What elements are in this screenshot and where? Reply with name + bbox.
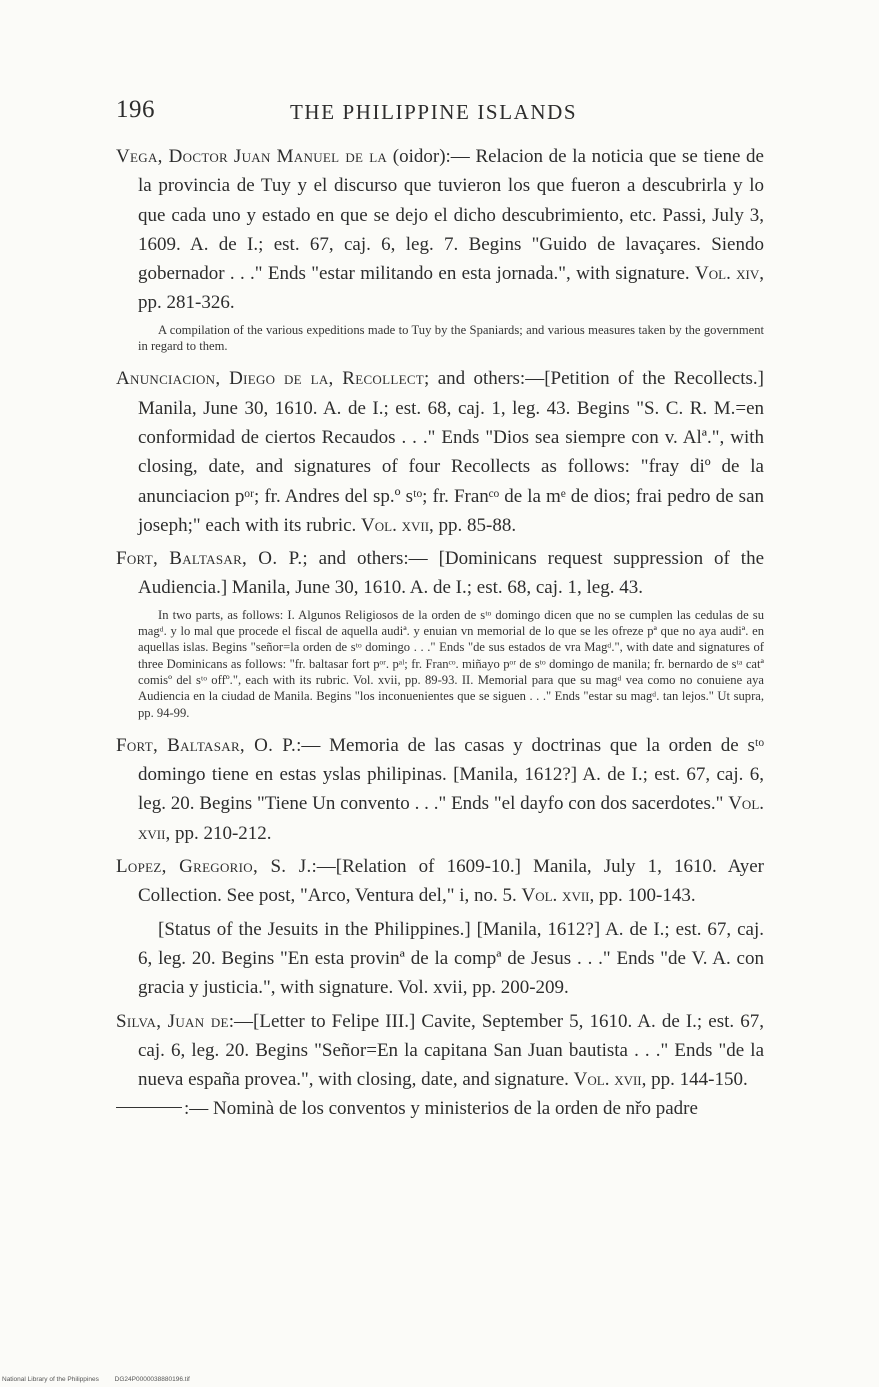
- footer-library: National Library of the Philippines: [2, 1376, 99, 1383]
- entry-volume: Vol. xiv: [695, 263, 760, 285]
- entry-pages: , pp. 85-88.: [429, 514, 517, 536]
- footer-identifier: DG24P0000038880196.tif: [114, 1376, 190, 1383]
- entry-author: Lopez, Gregorio, S. J.: [116, 856, 312, 878]
- entry-pages: , pp. 100-143.: [589, 885, 696, 907]
- entry-pages: , pp. 210-212.: [165, 822, 272, 844]
- entry-volume: Vol. xvii: [361, 514, 430, 536]
- scan-footer: [2, 1376, 190, 1383]
- entry-author: Fort, Baltasar, O. P.: [116, 548, 303, 570]
- bibliography-entry: [116, 364, 764, 540]
- entry-volume: Vol. xvii: [573, 1069, 642, 1091]
- bibliography-entry: [116, 142, 764, 318]
- bibliography-entry: [116, 1094, 764, 1123]
- page-number: 196: [116, 96, 155, 123]
- bibliography-entry: [116, 731, 764, 848]
- bibliography-entry: [116, 852, 764, 911]
- page-header: [116, 96, 766, 132]
- bibliography-entry: [116, 1007, 764, 1095]
- entry-pages: , pp. 281-326.: [138, 263, 765, 314]
- entry-note: A compilation of the various expeditions made to Tuy by the Spaniards; and various measures taken by the government in regard to them.: [138, 322, 764, 354]
- entry-author: Vega, Doctor Juan Manuel de la: [116, 146, 388, 167]
- entry-text: :— Nominà de los conventos y ministerios de la orden de nřo padre: [184, 1098, 698, 1120]
- entry-text: :— Memoria de las casas y doctrinas que la orden de sᵗᵒ domingo tiene en estas yslas philipinas. [Manila, 1612?] A. de I.; est. 67, caj. 6, leg. 20. Begins "Tiene Un convento . . ." Ends "el dayfo con dos sacerdotes.": [138, 734, 764, 815]
- bibliography-body: [116, 142, 764, 1124]
- entry-author: Anunciacion, Diego de la, Recollect: [116, 368, 425, 390]
- entry-text: ; and others:— [Dominicans request suppression of the Audiencia.] Manila, June 30, 1610. A. de I.; est. 68, caj. 1, leg. 43.: [138, 548, 764, 599]
- entry-text: ; and others:—[Petition of the Recollects.] Manila, June 30, 1610. A. de I.; est. 68, caj. 1, leg. 43. Begins "S. C. R. M.=en conformidad de ciertos Recaudos . . ." Ends "Dios sea siempre con v. Alª.", with closing, date, and signatures of four Recollects as follows: "fray diº de la anunciacion pᵒʳ; fr. Andres del sp.º sᵗᵒ; fr. Franᶜᵒ de la mᵉ de dios; frai pedro de san joseph;" each with its rubric.: [138, 368, 764, 536]
- entry-text: :—[Letter to Felipe III.] Cavite, September 5, 1610. A. de I.; est. 67, caj. 6, leg. 20. Begins "Señor=En la capitana San Juan bautista . . ." Ends "de la nueva españa provea.", with closing, date, and signature.: [138, 1010, 764, 1091]
- entry-text: :—[Relation of 1609-10.] Manila, July 1, 1610. Ayer Collection. See post, "Arco, Ventura del," i, no. 5.: [138, 856, 764, 907]
- ditto-dash: [116, 1107, 182, 1108]
- entry-author: Silva, Juan de: [116, 1010, 229, 1032]
- entry-pages: , pp. 144-150.: [641, 1069, 748, 1091]
- entry-text: (oidor):— Relacion de la noticia que se tiene de la provincia de Tuy y el discurso que tuvieron los que fueron a descubrirla y lo que cada uno y estado en que se dejo el dicho descubrimiento, etc. Passi, July 3, 1609. A. de I.; est. 67, caj. 6, leg. 7. Begins "Guido de lavaçares. Siendo gobernador . . ." Ends "estar militando en esta jornada.", with signature.: [138, 146, 764, 285]
- entry-continuation: [Status of the Jesuits in the Philippines.] [Manila, 1612?] A. de I.; est. 67, caj. 6, leg. 20. Begins "En esta provinª de la compª de Jesus . . ." Ends "de V. A. con gracia y justicia.", with signature. Vol. xvii, pp. 200-209.: [138, 918, 764, 999]
- entry-volume: Vol. xvii: [521, 885, 590, 907]
- running-title: THE PHILIPPINE ISLANDS: [290, 100, 578, 124]
- entry-volume: Vol. xvii: [138, 793, 765, 844]
- entry-note: In two parts, as follows: I. Algunos Religiosos de la orden de sᵗᵒ domingo dicen que no se cumplen las cedulas de su magᵈ. y lo mal que procede el fiscal de aquella audiª. y enuian vn memorial de lo que se les ofreze pª que no aya audiª. en aquellas islas. Begins "señor=la orden de sᵗᵒ domingo . . ." Ends "de sus estados de vra Magᵈ.", with date and signatures of three Dominicans as follows: "fr. baltasar fort pᵒʳ. pᵃˡ; fr. Franᶜᵒ. miñayo pᵒʳ de sᵗᵒ domingo de manila; fr. bernardo de sᵗᵃ catª comisº del sᵗᵒ offº.", each with its rubric. Vol. xvii, pp. 89-93. II. Memorial para que su magᵈ vea como no conuiene aya Audiencia en la ciudad de Manila. Begins "los inconuenientes que se siguen . . ." Ends "estar su magᵈ. tan lejos." Ut supra, pp. 94-99.: [138, 607, 764, 720]
- bibliography-entry: [116, 544, 764, 603]
- entry-author: Fort, Baltasar, O. P.: [116, 734, 297, 756]
